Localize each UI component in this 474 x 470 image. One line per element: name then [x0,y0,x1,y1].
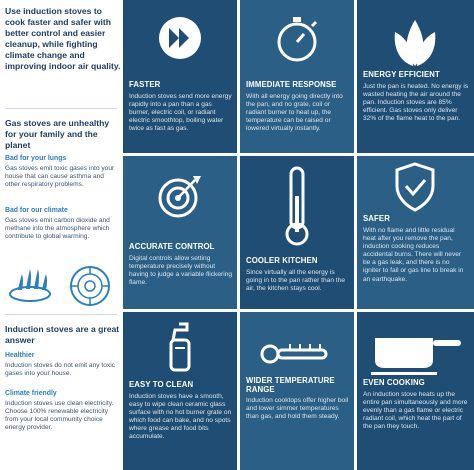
tile-title: FASTER [129,80,161,89]
climate-heading: Bad for our climate [5,207,68,214]
answer-heading: Induction stoves are a great answer [5,324,120,345]
spray-bottle-icon [123,312,237,380]
climate-text: Gas stoves emit carbon dioxide and methane into the atmosphere which contribute to global warming. [5,217,110,241]
tile-title: ACCURATE CONTROL [129,242,215,251]
tile-text: An induction stove heats up the entire pan simultaneously and more evenly than a gas flame or electric radiant coil, which heat the part of the pan they touch. [363,391,468,431]
tile-title: SAFER [363,214,390,223]
shield-check-icon [357,156,474,214]
saucepan-icon [357,312,474,378]
burners-illustration [4,262,120,308]
tile-text: Digital controls allow setting temperature precisely without having to judge a variable flickering flame. [129,255,232,287]
friendly-heading: Climate friendly [5,390,57,397]
tile-wider-temperature-range [240,312,354,470]
left-panel [0,0,120,470]
tile-safer [357,156,474,309]
tile-immediate-response [240,0,354,153]
tile-text: Induction stoves send more energy rapidly into a pan than a gas burner, electric coil, or radiant electric smoothtop, boiling water twice as fast as gas. [129,93,232,133]
tile-cooler-kitchen [240,156,354,309]
tile-title: ENERGY EFFICIENT [363,70,440,79]
tile-energy-efficient [357,0,474,153]
gas-flame-icon [4,262,120,308]
tile-text: With no flame and little residual heat after you remove the pan, induction cooking reduces accidental burns. There will never be a gas leak, and there is no igniter to fail or gas line to break in an earthquake. [363,227,464,283]
tile-title: WIDER TEMPERATURE RANGE [246,376,335,394]
divider [5,314,117,315]
lungs-heading: Bad for your lungs [5,155,67,162]
leaf-icon [357,0,474,80]
tile-title: EVEN COOKING [363,378,425,387]
intro-text: Use induction stoves to cook faster and safer with better control and easier cleanup, while fighting climate change and improving indoor air quality. [5,6,121,71]
tile-text: With all energy going directly into the pan, and no grate, coil or radiant burner to heat up, the temperature can be raised or lowered virtually instantly. [246,93,343,133]
tile-text: Just the pan is heated. No energy is wasted heating the air around the pan. Induction stoves are 85% efficient. Gas stoves only deliver 32% of the flame heat to the pan. [363,83,469,123]
healthier-heading: Healthier [5,352,35,359]
divider [5,108,117,109]
tile-even-cooking [357,312,474,470]
thermometer-icon [240,156,354,256]
tile-text: Induction stoves have a smooth, easy to wipe clean ceramic glass surface with no hot burner grate on which food can bake, and no spots where grease and food bits accumulate. [129,393,232,441]
tile-faster [123,0,237,153]
tile-title: EASY TO CLEAN [129,380,194,389]
healthier-text: Induction stoves do not emit any toxic gases into your house. [5,362,115,378]
temperature-range-icon [240,312,354,378]
tile-text: Induction cooktops offer higher boil and lower simmer temperatures than gas, and hold them steady. [246,397,349,421]
warning-heading: Gas stoves are unhealthy for your family and the planet [5,118,110,150]
tile-title: IMMEDIATE RESPONSE [246,80,337,89]
tile-text: Since virtually all the energy is going in to the pan rather than the air, the kitchen stays cool. [246,269,345,293]
target-icon [123,156,237,236]
fast-forward-icon [123,0,237,80]
stopwatch-icon [240,0,354,80]
tile-title: COOLER KITCHEN [246,256,318,265]
tile-easy-to-clean [123,312,237,470]
tile-accurate-control [123,156,237,309]
friendly-text: Induction stoves use clean electricity. Choose 100% renewable electricity from your local community choice energy provider. [5,400,114,432]
lungs-text: Gas stoves emit toxic gases into your house that can cause asthma and other respiratory problems. [5,165,115,189]
